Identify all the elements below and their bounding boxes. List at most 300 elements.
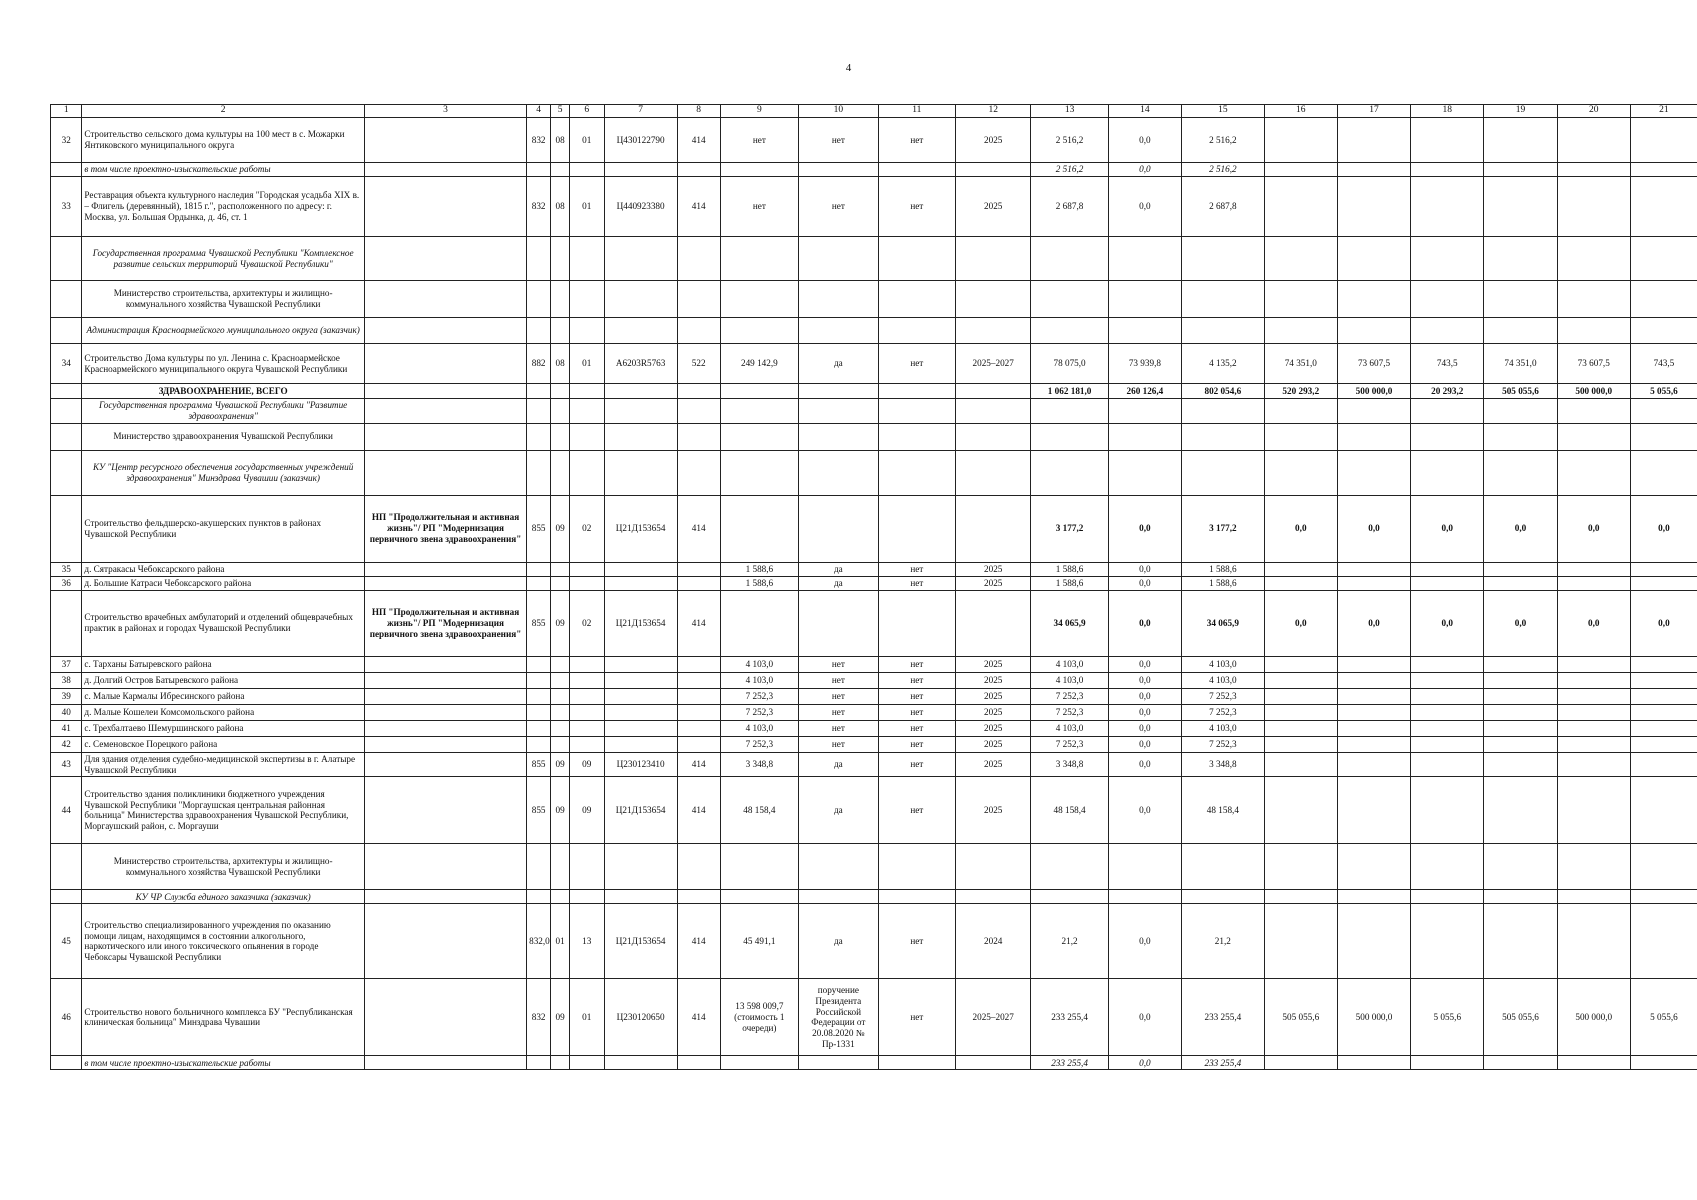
table-cell: 1 588,6 (1031, 562, 1108, 576)
table-cell (1108, 423, 1181, 450)
table-cell (527, 890, 551, 904)
table-cell (1557, 656, 1630, 672)
table-cell (527, 720, 551, 736)
table-cell: 2025 (956, 656, 1031, 672)
table-cell (1411, 1056, 1484, 1070)
table-cell (527, 163, 551, 177)
table-cell (956, 495, 1031, 562)
table-cell: 7 252,3 (1182, 688, 1265, 704)
table-cell: 2025 (956, 752, 1031, 777)
table-cell (569, 163, 604, 177)
table-cell (569, 576, 604, 590)
table-cell (720, 590, 798, 656)
table-cell: КУ "Центр ресурсного обеспечения государственных учреждений здравоохранения" Минздрава Чувашии (заказчик) (82, 450, 365, 495)
table-cell (1264, 844, 1337, 890)
table-cell (1337, 656, 1410, 672)
table-cell: 42 (51, 736, 82, 752)
table-cell (720, 450, 798, 495)
table-cell: нет (799, 688, 879, 704)
table-cell (527, 704, 551, 720)
table-row (51, 495, 1697, 562)
table-cell (1557, 237, 1630, 281)
table-cell (364, 704, 526, 720)
table-cell (569, 720, 604, 736)
table-cell: 09 (551, 752, 570, 777)
table-cell (720, 399, 798, 424)
table-cell: 21,2 (1182, 904, 1265, 979)
column-number-row (51, 105, 1697, 118)
table-cell (1264, 904, 1337, 979)
table-cell (677, 163, 720, 177)
table-cell: поручение Президента Российской Федерации от 20.08.2020 № Пр-1331 (799, 979, 879, 1056)
table-cell (878, 890, 955, 904)
table-cell: 0,0 (1411, 495, 1484, 562)
table-cell (1557, 672, 1630, 688)
table-cell (1031, 237, 1108, 281)
table-cell (569, 1056, 604, 1070)
table-cell: 7 252,3 (1031, 704, 1108, 720)
table-cell: 2025 (956, 777, 1031, 844)
table-cell (1182, 450, 1265, 495)
table-cell (1264, 1056, 1337, 1070)
column-number: 20 (1557, 105, 1630, 118)
table-cell (569, 399, 604, 424)
table-cell (364, 979, 526, 1056)
table-cell: нет (878, 656, 955, 672)
table-cell: 09 (551, 590, 570, 656)
table-cell (1484, 237, 1557, 281)
table-cell (551, 688, 570, 704)
table-cell (720, 844, 798, 890)
table-cell (677, 736, 720, 752)
table-cell: 522 (677, 344, 720, 384)
table-cell: с. Тарханы Батыревского района (82, 656, 365, 672)
table-cell: Министерство строительства, архитектуры и жилищно-коммунального хозяйства Чувашской Республики (82, 281, 365, 318)
table-row (51, 344, 1697, 384)
table-cell (799, 237, 879, 281)
table-cell (1411, 576, 1484, 590)
table-row (51, 562, 1697, 576)
table-cell (677, 890, 720, 904)
table-cell (677, 656, 720, 672)
table-cell: 0,0 (1108, 688, 1181, 704)
table-cell (1337, 704, 1410, 720)
table-cell (878, 495, 955, 562)
column-number: 13 (1031, 105, 1108, 118)
column-number: 3 (364, 105, 526, 118)
table-cell: 74 351,0 (1264, 344, 1337, 384)
table-cell: 5 055,6 (1630, 384, 1697, 399)
table-cell: нет (799, 720, 879, 736)
table-cell: 0,0 (1337, 495, 1410, 562)
table-cell: 08 (551, 344, 570, 384)
table-cell (720, 318, 798, 344)
table-cell: 1 588,6 (720, 576, 798, 590)
table-cell (1337, 688, 1410, 704)
table-cell: 09 (569, 752, 604, 777)
table-cell (1630, 656, 1697, 672)
table-cell (551, 237, 570, 281)
table-cell (1337, 672, 1410, 688)
table-cell: 08 (551, 177, 570, 237)
table-row (51, 777, 1697, 844)
table-cell: нет (878, 344, 955, 384)
table-cell: 4 103,0 (1031, 672, 1108, 688)
table-cell (1264, 399, 1337, 424)
table-cell (364, 177, 526, 237)
table-cell (956, 163, 1031, 177)
table-cell (551, 704, 570, 720)
table-cell (1484, 672, 1557, 688)
table-cell: нет (878, 904, 955, 979)
table-cell (364, 844, 526, 890)
table-cell: нет (878, 576, 955, 590)
table-cell (604, 423, 677, 450)
table-cell: 260 126,4 (1108, 384, 1181, 399)
table-cell: с. Трехбалтаево Шемуршинского района (82, 720, 365, 736)
table-cell (677, 844, 720, 890)
table-cell (956, 1056, 1031, 1070)
table-cell: нет (878, 979, 955, 1056)
table-cell (878, 281, 955, 318)
table-cell: Строительство здания поликлиники бюджетного учреждения Чувашской Республики "Моргаушская центральная районная больница" Министерства здравоохранения Чувашской Республики, Моргаушский район, с. Моргауши (82, 777, 365, 844)
table-cell: 5 055,6 (1630, 979, 1697, 1056)
table-cell: 0,0 (1264, 495, 1337, 562)
table-cell (604, 844, 677, 890)
column-number: 1 (51, 105, 82, 118)
table-cell (1264, 237, 1337, 281)
column-number: 15 (1182, 105, 1265, 118)
table-cell (956, 590, 1031, 656)
table-cell (1108, 844, 1181, 890)
table-cell: 2025 (956, 576, 1031, 590)
table-cell (1264, 752, 1337, 777)
table-cell (1337, 399, 1410, 424)
table-cell (1337, 423, 1410, 450)
table-cell (364, 1056, 526, 1070)
table-cell (1630, 163, 1697, 177)
table-cell: 01 (569, 118, 604, 163)
table-cell: 2 687,8 (1031, 177, 1108, 237)
table-cell (569, 384, 604, 399)
table-cell (1484, 281, 1557, 318)
table-cell (604, 318, 677, 344)
table-cell: 0,0 (1557, 590, 1630, 656)
table-cell (878, 1056, 955, 1070)
table-cell: 802 054,6 (1182, 384, 1265, 399)
table-cell (1031, 281, 1108, 318)
table-cell: нет (878, 704, 955, 720)
table-cell: 45 (51, 904, 82, 979)
table-cell: 0,0 (1630, 590, 1697, 656)
table-cell: 39 (51, 688, 82, 704)
column-number: 8 (677, 105, 720, 118)
table-cell: д. Сятракасы Чебоксарского района (82, 562, 365, 576)
table-cell: нет (799, 656, 879, 672)
table-cell: 48 158,4 (1182, 777, 1265, 844)
table-cell: 74 351,0 (1484, 344, 1557, 384)
table-cell (364, 752, 526, 777)
table-cell (51, 399, 82, 424)
table-cell (604, 384, 677, 399)
table-cell (364, 736, 526, 752)
table-cell (551, 163, 570, 177)
table-cell (1630, 752, 1697, 777)
table-cell (569, 672, 604, 688)
table-cell (364, 163, 526, 177)
table-cell (1108, 318, 1181, 344)
table-cell: да (799, 777, 879, 844)
table-cell: 2 516,2 (1182, 163, 1265, 177)
table-cell (51, 1056, 82, 1070)
table-cell (1557, 118, 1630, 163)
table-cell (1182, 423, 1265, 450)
table-cell: 855 (527, 752, 551, 777)
table-cell (956, 844, 1031, 890)
table-cell (1484, 777, 1557, 844)
table-cell (1337, 844, 1410, 890)
table-cell: 2025 (956, 736, 1031, 752)
table-cell: 3 348,8 (720, 752, 798, 777)
table-cell: 34 065,9 (1031, 590, 1108, 656)
table-cell (604, 237, 677, 281)
table-cell (551, 281, 570, 318)
table-cell: нет (799, 118, 879, 163)
table-cell (1557, 752, 1630, 777)
table-cell (527, 656, 551, 672)
table-cell: 7 252,3 (720, 688, 798, 704)
table-cell: 0,0 (1108, 590, 1181, 656)
table-cell: 5 055,6 (1411, 979, 1484, 1056)
table-cell (604, 450, 677, 495)
table-cell (551, 318, 570, 344)
table-cell: 855 (527, 590, 551, 656)
table-cell: 882 (527, 344, 551, 384)
table-cell (799, 890, 879, 904)
table-cell: Для здания отделения судебно-медицинской экспертизы в г. Алатыре Чувашской Республики (82, 752, 365, 777)
table-cell (604, 399, 677, 424)
table-cell: 0,0 (1337, 590, 1410, 656)
table-cell (569, 704, 604, 720)
table-cell (1264, 450, 1337, 495)
table-cell (604, 1056, 677, 1070)
table-cell: 249 142,9 (720, 344, 798, 384)
table-cell: Ц21Д153654 (604, 777, 677, 844)
table-cell: 4 103,0 (1182, 672, 1265, 688)
table-cell (799, 281, 879, 318)
table-cell (1557, 281, 1630, 318)
table-cell (1411, 672, 1484, 688)
table-cell: Строительство врачебных амбулаторий и отделений общеврачебных практик в районах и городах Чувашской Республики (82, 590, 365, 656)
table-cell (1630, 177, 1697, 237)
table-cell (1337, 281, 1410, 318)
table-cell (677, 688, 720, 704)
table-cell (1411, 904, 1484, 979)
table-cell (1264, 688, 1337, 704)
table-cell (604, 720, 677, 736)
table-row (51, 704, 1697, 720)
table-cell (720, 163, 798, 177)
table-cell: 3 177,2 (1031, 495, 1108, 562)
table-cell (604, 656, 677, 672)
table-cell (1264, 118, 1337, 163)
table-cell: 2025–2027 (956, 344, 1031, 384)
table-cell: нет (878, 777, 955, 844)
table-cell (1630, 777, 1697, 844)
column-number: 6 (569, 105, 604, 118)
table-cell: нет (878, 736, 955, 752)
table-cell (604, 704, 677, 720)
table-cell (878, 450, 955, 495)
table-cell: 1 588,6 (1182, 576, 1265, 590)
table-cell: 0,0 (1484, 495, 1557, 562)
table-cell (551, 672, 570, 688)
table-cell: 414 (677, 495, 720, 562)
column-number: 21 (1630, 105, 1697, 118)
table-cell (1108, 399, 1181, 424)
table-cell: 832,0 (527, 904, 551, 979)
table-cell (1557, 399, 1630, 424)
table-cell (1337, 1056, 1410, 1070)
column-number: 17 (1337, 105, 1410, 118)
table-cell (1484, 1056, 1557, 1070)
table-cell: Строительство Дома культуры по ул. Ленина с. Красноармейское Красноармейского муниципального округа Чувашской Республики (82, 344, 365, 384)
table-cell (51, 450, 82, 495)
table-cell (551, 384, 570, 399)
table-cell (569, 423, 604, 450)
table-row (51, 399, 1697, 424)
table-cell: 0,0 (1108, 752, 1181, 777)
table-cell: 7 252,3 (720, 736, 798, 752)
table-row (51, 1056, 1697, 1070)
table-cell (1557, 576, 1630, 590)
table-cell (799, 423, 879, 450)
table-cell (604, 890, 677, 904)
table-cell: 743,5 (1411, 344, 1484, 384)
table-cell (1264, 777, 1337, 844)
table-cell (1264, 163, 1337, 177)
table-cell (364, 281, 526, 318)
table-cell (551, 890, 570, 904)
table-cell: Ц230123410 (604, 752, 677, 777)
table-cell: КУ ЧР Служба единого заказчика (заказчик) (82, 890, 365, 904)
table-cell (720, 281, 798, 318)
table-cell: 520 293,2 (1264, 384, 1337, 399)
table-cell: да (799, 562, 879, 576)
table-cell: 1 588,6 (1031, 576, 1108, 590)
table-cell (1337, 163, 1410, 177)
table-cell: 73 939,8 (1108, 344, 1181, 384)
table-cell (551, 450, 570, 495)
table-cell: нет (878, 118, 955, 163)
table-cell (956, 237, 1031, 281)
table-cell (677, 450, 720, 495)
column-number: 12 (956, 105, 1031, 118)
table-cell: 0,0 (1630, 495, 1697, 562)
table-cell (569, 890, 604, 904)
table-cell (1630, 399, 1697, 424)
table-cell (364, 576, 526, 590)
table-cell: д. Долгий Остров Батыревского района (82, 672, 365, 688)
column-number: 14 (1108, 105, 1181, 118)
table-cell: 2025 (956, 562, 1031, 576)
table-cell: 3 177,2 (1182, 495, 1265, 562)
table-cell (878, 844, 955, 890)
table-cell: нет (878, 562, 955, 576)
table-cell (527, 318, 551, 344)
table-cell (1108, 450, 1181, 495)
column-number: 10 (799, 105, 879, 118)
table-cell (677, 576, 720, 590)
table-cell (364, 562, 526, 576)
table-cell: Ц21Д153654 (604, 495, 677, 562)
table-cell (569, 237, 604, 281)
table-cell (1337, 720, 1410, 736)
table-cell (551, 736, 570, 752)
table-row (51, 281, 1697, 318)
table-cell: 01 (551, 904, 570, 979)
table-cell (1484, 450, 1557, 495)
table-cell (1630, 720, 1697, 736)
table-cell: 33 (51, 177, 82, 237)
table-cell (1630, 562, 1697, 576)
table-cell (1484, 576, 1557, 590)
table-cell: нет (799, 704, 879, 720)
table-cell (1108, 237, 1181, 281)
table-cell (1411, 177, 1484, 237)
table-cell: 48 158,4 (720, 777, 798, 844)
table-cell (1411, 281, 1484, 318)
table-cell (364, 777, 526, 844)
table-cell (1484, 177, 1557, 237)
table-cell (1557, 736, 1630, 752)
table-cell (1108, 890, 1181, 904)
table-cell (51, 237, 82, 281)
table-cell: 20 293,2 (1411, 384, 1484, 399)
table-cell: д. Малые Кошелеи Комсомольского района (82, 704, 365, 720)
table-cell: Ц230120650 (604, 979, 677, 1056)
table-cell (720, 890, 798, 904)
table-cell (878, 163, 955, 177)
table-cell (1411, 237, 1484, 281)
table-row (51, 979, 1697, 1056)
table-cell (1264, 656, 1337, 672)
table-cell: 3 348,8 (1182, 752, 1265, 777)
table-cell: нет (799, 736, 879, 752)
table-cell (1411, 890, 1484, 904)
table-cell: Строительство нового больничного комплекса БУ "Республиканская клиническая больница" Минздрава Чувашии (82, 979, 365, 1056)
table-cell: 0,0 (1411, 590, 1484, 656)
table-cell (1411, 163, 1484, 177)
table-cell (364, 344, 526, 384)
table-cell (1630, 688, 1697, 704)
table-cell (1557, 562, 1630, 576)
table-row (51, 656, 1697, 672)
table-cell (1557, 688, 1630, 704)
column-number: 9 (720, 105, 798, 118)
table-cell (1337, 177, 1410, 237)
table-cell (1182, 281, 1265, 318)
table-cell (551, 1056, 570, 1070)
table-cell: 2 516,2 (1031, 118, 1108, 163)
table-cell (799, 399, 879, 424)
table-cell: 414 (677, 118, 720, 163)
table-cell (1630, 736, 1697, 752)
table-cell (364, 672, 526, 688)
table-cell: 09 (569, 777, 604, 844)
table-cell (364, 890, 526, 904)
table-cell (1630, 237, 1697, 281)
